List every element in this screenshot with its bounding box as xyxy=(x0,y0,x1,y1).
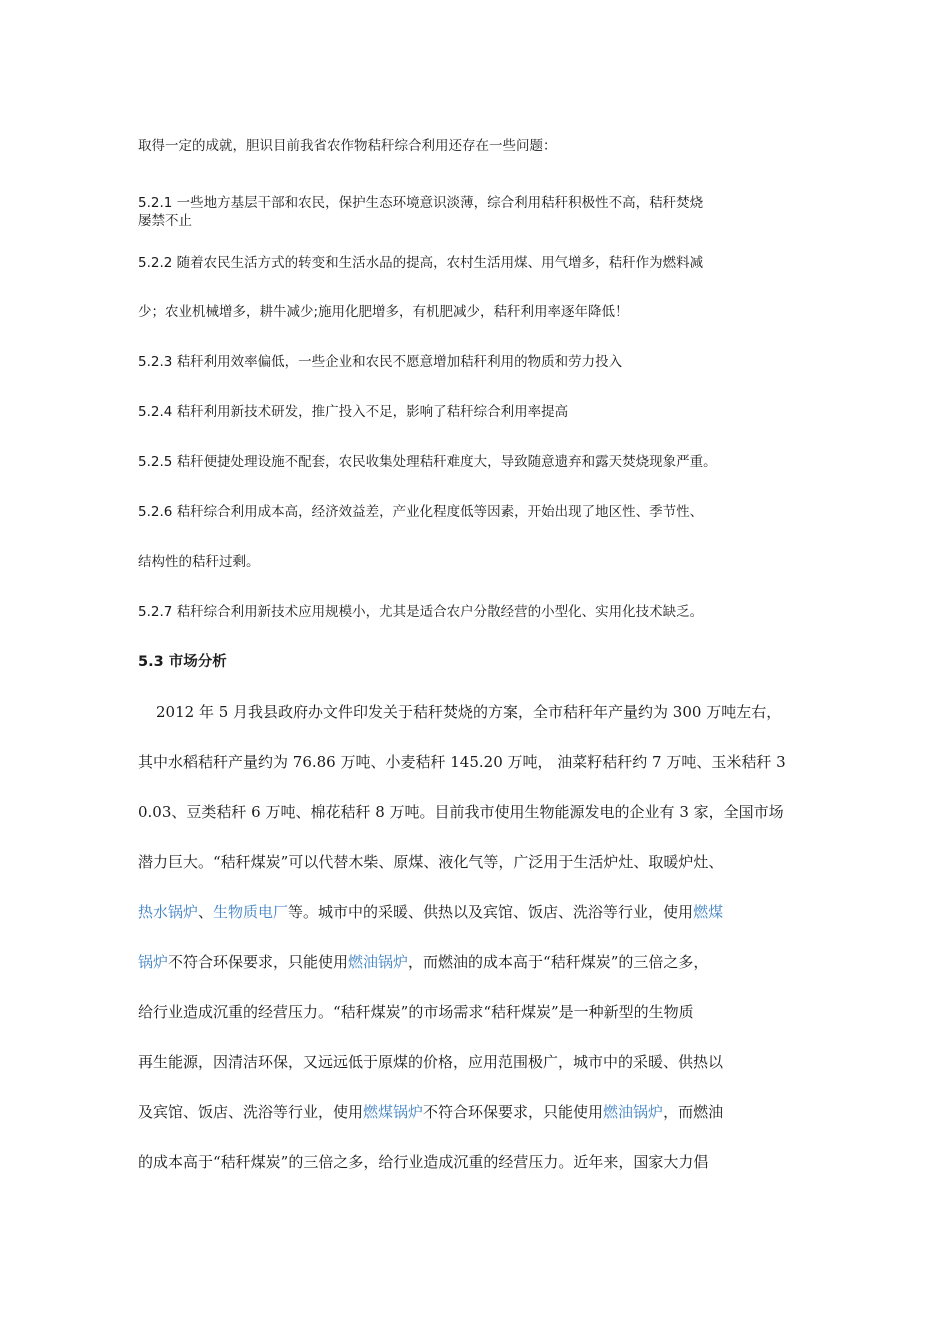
paragraph-text: 及宾馆、饭店、洗浴等行业，使用 xyxy=(138,1103,364,1121)
paragraph-text: 等。城市中的采暖、供热以及宾馆、饭店、洗浴等行业，使用 xyxy=(288,903,694,921)
paragraph-text: 不符合环保要求，只能使用 xyxy=(168,953,349,971)
paragraph-line: 潜力巨大。“秸秆煤炭”可以代替木柴、原煤、液化气等，广泛用于生活炉灶、取暖炉灶、 xyxy=(138,853,724,871)
paragraph-line: 2012 年 5 月我县政府办文件印发关于秸秆焚烧的方案，全市秸秆年产量约为 300 万吨左右， xyxy=(156,703,782,721)
text-line: 取得一定的成就，胆识目前我省农作物秸秆综合利用还存在一些问题： xyxy=(138,138,557,154)
paragraph-line: 0.03、豆类秸秆 6 万吨、棉花秸秆 8 万吨。目前我市使用生物能源发电的企业有 3 家，全国市场 xyxy=(138,803,784,821)
list-item-5-2-2: 5.2.2 随着农民生活方式的转变和生活水品的提高，农村生活用煤、用气增多，秸秆作为燃料减 xyxy=(138,255,704,271)
paragraph-line: 再生能源，因清洁环保，又远远低于原煤的价格，应用范围极广，城市中的采暖、供热以 xyxy=(138,1053,724,1071)
paragraph-text: 不符合环保要求，只能使用 xyxy=(423,1103,604,1121)
link-coal-boiler-part1[interactable]: 燃煤 xyxy=(693,903,724,921)
paragraph-line: 给行业造成沉重的经营压力。“秸秆煤炭”的市场需求“秸秆煤炭”是一种新型的生物质 xyxy=(138,1003,694,1021)
list-item-5-2-2-cont: 少；农业机械增多，耕牛减少;施用化肥增多，有机肥减少，秸秆利用率逐年降低！ xyxy=(138,304,629,320)
link-hot-water-boiler[interactable]: 热水锅炉 xyxy=(138,903,199,921)
link-oil-boiler[interactable]: 燃油锅炉 xyxy=(603,1103,664,1121)
list-item-5-2-6: 5.2.6 秸秆综合利用成本高，经济效益差，产业化程度低等因素，开始出现了地区性、季节性、 xyxy=(138,504,704,520)
list-item-5-2-1: 5.2.1 一些地方基层干部和农民，保护生态环境意识淡薄，综合利用秸秆积极性不高，秸秆焚烧 xyxy=(138,195,704,211)
list-item-5-2-1-cont: 屡禁不止 xyxy=(138,213,192,229)
section-heading: 5.3 市场分析 xyxy=(138,654,227,670)
link-biomass-power-plant[interactable]: 生物质电厂 xyxy=(213,903,289,921)
paragraph-line xyxy=(138,903,828,921)
link-coal-boiler-part2[interactable]: 锅炉 xyxy=(138,953,169,971)
paragraph-line xyxy=(138,953,828,971)
link-coal-boiler[interactable]: 燃煤锅炉 xyxy=(363,1103,424,1121)
paragraph-line: 其中水稻秸秆产量约为 76.86 万吨、小麦秸秆 145.20 万吨， 油菜籽秸秆约 7 万吨、玉米秸秆 3 xyxy=(138,753,786,771)
paragraph-line: 的成本高于“秸秆煤炭”的三倍之多，给行业造成沉重的经营压力。近年来，国家大力倡 xyxy=(138,1153,709,1171)
list-item-5-2-4: 5.2.4 秸秆利用新技术研发，推广投入不足，影响了秸秆综合利用率提高 xyxy=(138,404,569,420)
separator: 、 xyxy=(198,903,214,921)
link-oil-boiler[interactable]: 燃油锅炉 xyxy=(348,953,409,971)
list-item-5-2-7: 5.2.7 秸秆综合利用新技术应用规模小，尤其是适合农户分散经营的小型化、实用化技术缺乏。 xyxy=(138,604,704,620)
paragraph-line xyxy=(138,1103,828,1121)
paragraph-text: ，而燃油的成本高于“秸秆煤炭”的三倍之多， xyxy=(408,953,709,971)
paragraph-text: ，而燃油 xyxy=(663,1103,724,1121)
list-item-5-2-6-cont: 结构性的秸秆过剩。 xyxy=(138,554,260,570)
list-item-5-2-3: 5.2.3 秸秆利用效率偏低，一些企业和农民不愿意增加秸秆利用的物质和劳力投入 xyxy=(138,354,623,370)
list-item-5-2-5: 5.2.5 秸秆便捷处理设施不配套，农民收集处理秸秆难度大，导致随意遗弃和露天焚烧现象严重。 xyxy=(138,454,717,470)
